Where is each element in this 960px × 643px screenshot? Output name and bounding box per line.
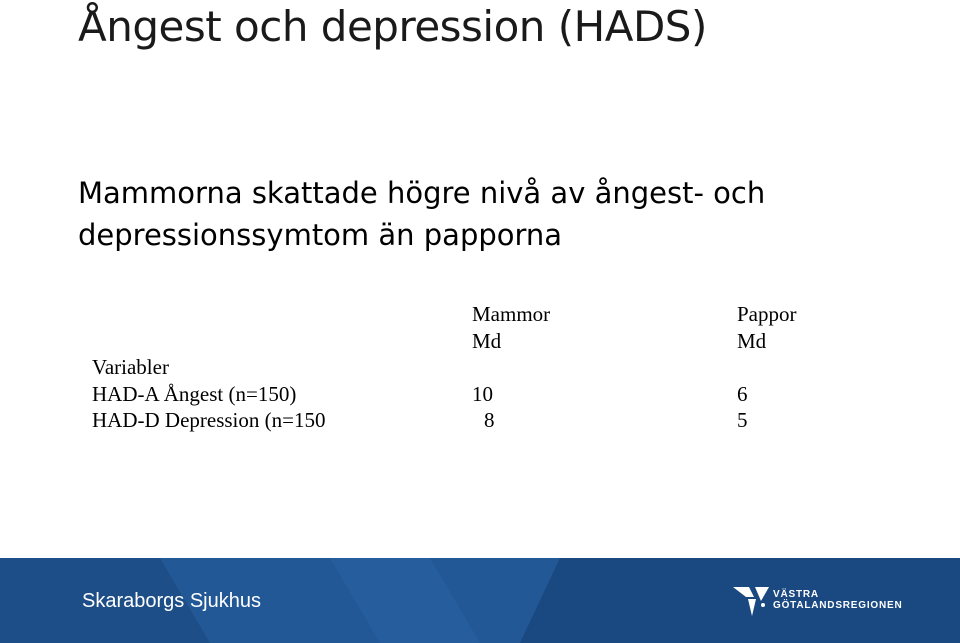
table-header-row [92,328,857,355]
footer-banner [0,558,960,643]
row-value-pappor: 5 [737,408,748,432]
logo-line-2: GÖTALANDSREGIONEN [773,600,903,611]
table-header-row [92,301,857,328]
hospital-name: Skaraborgs Sjukhus [82,590,261,612]
row-label: HAD-A Ångest (n=150) [92,381,297,406]
table-header-cell [92,328,472,355]
logo-line-1: VÄSTRA [773,589,819,600]
row-value-pappor: 6 [737,381,748,406]
table-header-pappor: Pappor [737,302,797,326]
row-value-mammor: 8 [484,408,495,432]
table-header-mammor: Mammor [472,302,551,326]
row-value-mammor: 10 [472,381,493,406]
subtitle-line-1: Mammorna skattade högre nivå av ångest- och [78,176,766,210]
logo-text [773,589,903,611]
row-label: HAD-D Depression (n=150 [92,408,326,432]
table-row [92,381,857,408]
vastra-gotalandsregionen-logo-icon [733,585,771,619]
table-header-cell [92,301,472,328]
table-header-md-mammor: Md [472,328,502,353]
subtitle-line-2: depressionssymtom än papporna [78,218,563,252]
table-section-row [92,354,857,381]
table-section-label: Variabler [92,355,169,379]
table-row [92,407,857,434]
table-header-md-pappor: Md [737,328,767,353]
slide-title: Ångest och depression (HADS) [78,2,707,51]
slide-subtitle [78,172,898,256]
hads-table [92,301,857,434]
